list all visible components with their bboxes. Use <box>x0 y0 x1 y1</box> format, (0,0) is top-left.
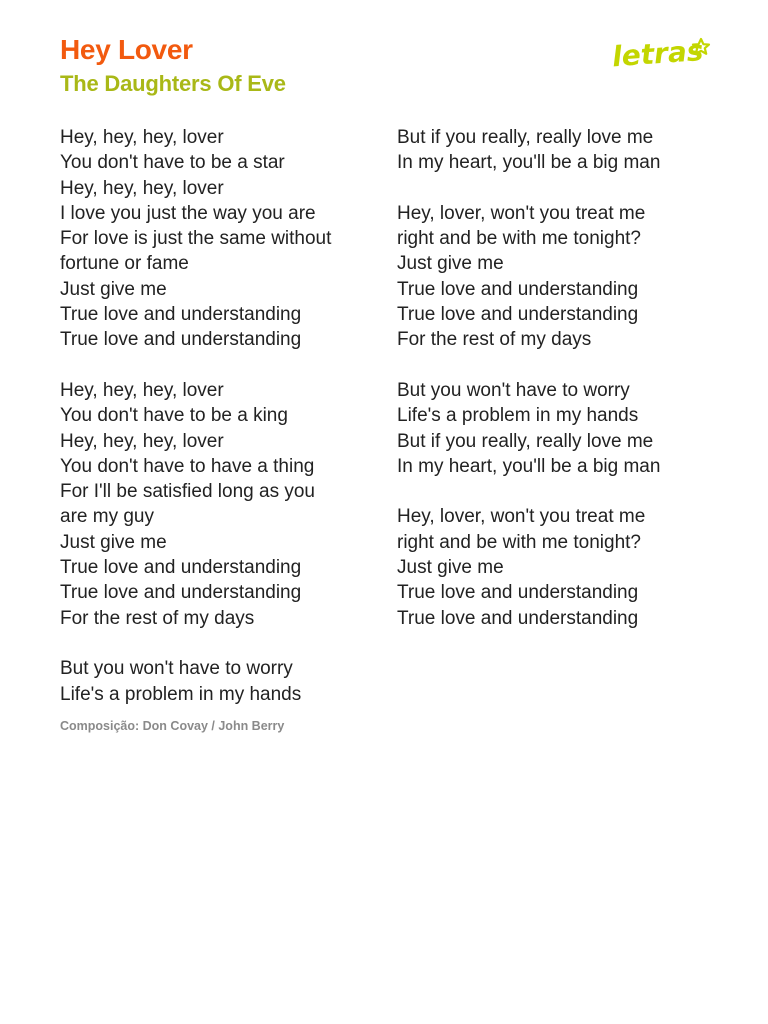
lyric-line: You don't have to be a king <box>60 405 288 427</box>
lyric-line: For the rest of my days <box>397 329 592 351</box>
lyric-line: But if you really, really love me <box>397 430 654 452</box>
lyric-line: right and be with me tonight? <box>397 228 641 250</box>
stanza-break <box>397 479 717 504</box>
lyric-line: Hey, hey, hey, lover <box>60 177 224 199</box>
lyric-line: Just give me <box>397 253 504 275</box>
lyric-line: But if you really, really love me <box>397 127 654 148</box>
lyric-line: True love and understanding <box>60 557 302 579</box>
lyric-line: I love you just the way you are <box>60 202 316 224</box>
lyric-line: True love and understanding <box>60 582 302 604</box>
lyric-line: Hey, hey, hey, lover <box>60 379 224 401</box>
artist-name: The Daughters Of Eve <box>60 71 286 96</box>
lyric-line: True love and understanding <box>60 329 302 351</box>
lyric-line: right and be with me tonight? <box>397 531 641 553</box>
lyric-line: In my heart, you'll be a big man <box>397 152 661 174</box>
lyric-line: Just give me <box>60 531 167 553</box>
composer-credits: Composição: Don Covay / John Berry <box>60 719 285 733</box>
lyric-line: Hey, hey, hey, lover <box>60 127 224 148</box>
song-title: Hey Lover <box>60 34 193 65</box>
lyric-line: But you won't have to worry <box>397 379 630 401</box>
stanza-break <box>397 176 717 201</box>
letras-logo <box>610 33 714 73</box>
lyric-line: Hey, lover, won't you treat me <box>397 506 646 528</box>
lyric-line: But you won't have to worry <box>60 658 293 680</box>
lyric-line: For the rest of my days <box>60 607 255 629</box>
lyric-line: True love and understanding <box>397 304 639 326</box>
lyric-line: Hey, lover, won't you treat me <box>397 202 646 224</box>
lyric-line: Just give me <box>60 278 167 300</box>
logo-wordmark: letras <box>611 34 705 73</box>
lyric-line: Hey, hey, hey, lover <box>60 430 224 452</box>
lyric-line: True love and understanding <box>397 278 639 300</box>
lyric-line: For I'll be satisfied long as you <box>60 481 315 503</box>
lyric-line: You don't have to be a star <box>60 152 285 174</box>
lyrics-left-column <box>60 125 365 707</box>
stanza-break <box>60 631 365 656</box>
lyric-line: True love and understanding <box>397 607 639 629</box>
stanza-break <box>60 353 365 378</box>
stanza-break <box>397 353 717 378</box>
lyric-line: Just give me <box>397 557 504 579</box>
lyric-line: fortune or fame <box>60 253 189 275</box>
lyric-line: True love and understanding <box>397 582 639 604</box>
lyric-line: You don't have to have a thing <box>60 455 315 477</box>
lyric-line: True love and understanding <box>60 304 302 326</box>
lyric-line: In my heart, you'll be a big man <box>397 455 661 477</box>
lyric-line: Life's a problem in my hands <box>60 683 302 705</box>
lyric-line: Life's a problem in my hands <box>397 405 639 427</box>
lyric-line: are my guy <box>60 506 154 528</box>
lyric-line: For love is just the same without <box>60 228 332 250</box>
lyrics-right-column <box>397 125 717 631</box>
